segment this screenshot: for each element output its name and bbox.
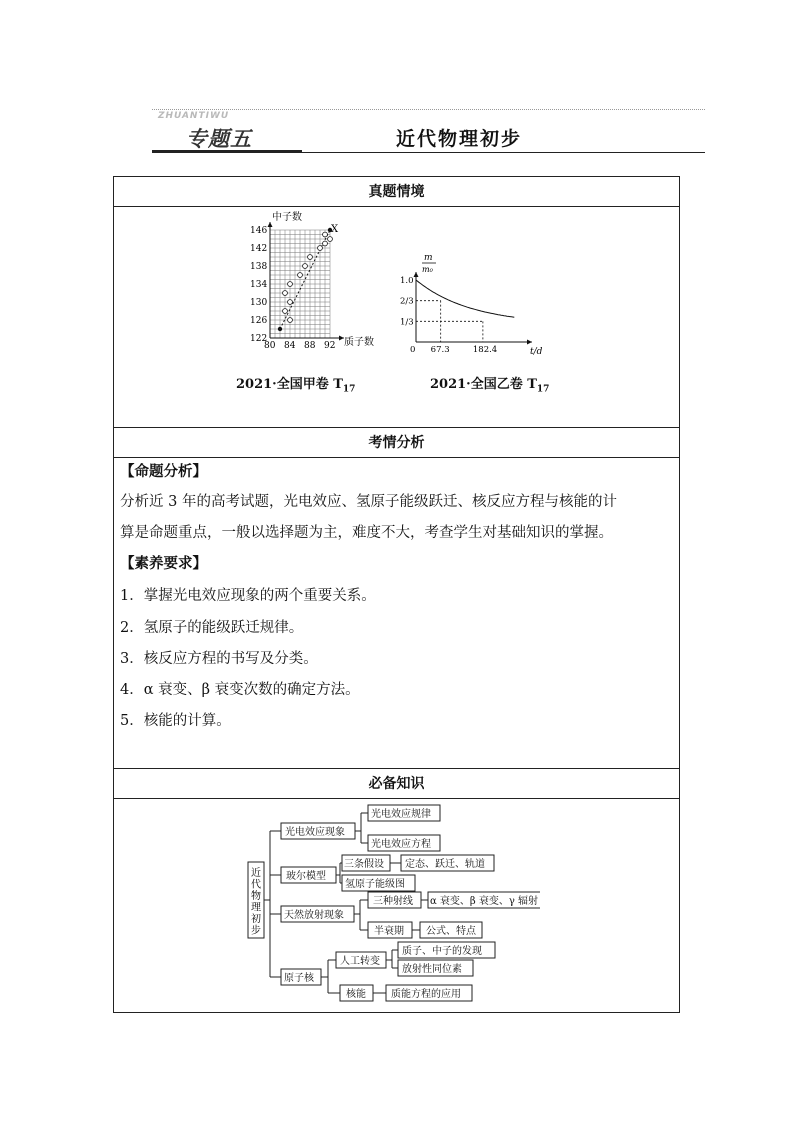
node-natural-radiation: 天然放射现象 (284, 910, 344, 921)
x-tick-label: 84 (284, 341, 296, 351)
y-tick-label: 130 (250, 298, 268, 308)
root-char: 近 (251, 868, 261, 879)
data-point (323, 241, 328, 246)
table-divider (113, 798, 680, 799)
section-title-analysis: 考情分析 (368, 435, 425, 451)
x-tick-label: 80 (264, 341, 276, 351)
requirement-item-2: 2．氢原子的能级跃迁规律。 (120, 620, 304, 636)
decay-curve (416, 280, 514, 342)
caption-right: 2021·全国乙卷 $T_{17}$ (430, 377, 550, 395)
root-char: 代 (251, 879, 261, 891)
data-point (323, 232, 328, 237)
root-char: 步 (251, 925, 261, 937)
x-tick-label: 88 (304, 341, 316, 351)
nuclide-x-label: X (331, 224, 339, 235)
data-point (328, 237, 333, 242)
topic-latin-label: ZHUANTIWU (158, 111, 230, 121)
node-energy-levels: 氢原子能级图 (345, 879, 405, 890)
analysis-paragraph-line-2: 算是命题重点，一般以选择题为主，难度不大，考查学生对基础知识的掌握。 (120, 525, 613, 541)
node-photoelectric-equation: 光电效应方程 (371, 839, 431, 850)
table-divider (113, 768, 680, 769)
root-char: 理 (251, 902, 261, 914)
y-axis-label-denominator: m₀ (422, 265, 433, 274)
x-tick-label: 182.4 (472, 345, 498, 355)
node-three-postulates: 三条假设 (344, 859, 384, 870)
node-half-life: 半衰期 (374, 926, 404, 937)
node-rays-detail: α 衰变、β 衰变、γ 辐射 (430, 896, 539, 907)
y-tick-label: 1/3 (400, 317, 414, 328)
y-tick-label: 2/3 (400, 296, 414, 307)
x-axis-arrow (527, 340, 532, 345)
requirement-item-1: 1．掌握光电效应现象的两个重要关系。 (120, 588, 376, 604)
section-title-knowledge: 必备知识 (368, 776, 425, 792)
decay-curve-chart (398, 250, 558, 362)
y-tick-label: 1.0 (400, 276, 414, 286)
y-axis-label-numerator: m (424, 253, 433, 263)
x-axis-label: t/d (530, 347, 543, 357)
analysis-paragraph-line-1: 分析近 3 年的高考试题，光电效应、氢原子能级跃迁、核反应方程与核能的计 (120, 494, 617, 510)
node-photoelectric: 光电效应现象 (285, 827, 345, 838)
decay-chain-chart (230, 210, 390, 360)
data-point (283, 291, 288, 296)
data-point (298, 273, 303, 278)
header-thick-rule (152, 150, 302, 153)
page-title: 近代物理初步 (396, 128, 523, 150)
root-char: 初 (251, 914, 261, 925)
y-tick-label: 134 (250, 280, 268, 290)
x-tick-label: 67.3 (430, 345, 450, 355)
y-tick-label: 142 (250, 244, 268, 254)
analysis-heading-1: 【命题分析】 (120, 463, 207, 480)
table-divider (113, 206, 680, 207)
y-axis-label: 中子数 (272, 212, 302, 223)
header-thin-rule (302, 152, 705, 153)
chart-axes (414, 272, 533, 345)
node-isotope: 放射性同位素 (402, 964, 462, 975)
analysis-heading-2: 【素养要求】 (120, 555, 207, 572)
knowledge-mindmap (240, 800, 540, 1005)
data-point (288, 318, 293, 323)
node-discovery: 质子、中子的发现 (402, 946, 482, 957)
data-point (288, 282, 293, 287)
table-divider (113, 427, 680, 428)
header-dotted-rule (152, 109, 705, 110)
mindmap-root-label (251, 867, 261, 937)
node-three-rays: 三种射线 (373, 896, 413, 907)
y-tick-label: 138 (250, 262, 268, 272)
data-point (288, 300, 293, 305)
node-postulates-detail: 定态、跃迁、轨道 (405, 859, 485, 870)
y-tick-label: 146 (250, 226, 268, 236)
y-tick-label: 126 (250, 316, 268, 326)
caption-left: 2021·全国甲卷 $T_{17}$ (236, 377, 356, 395)
node-photoelectric-rule: 光电效应规律 (371, 809, 431, 820)
node-bohr-model: 玻尔模型 (286, 871, 326, 882)
decay-curve-line (416, 280, 514, 317)
data-point (303, 264, 308, 269)
y-tick-label: 122 (250, 334, 268, 344)
x-tick-label: 0 (410, 345, 416, 355)
requirement-item-5: 5．核能的计算。 (120, 713, 231, 729)
node-half-life-detail: 公式、特点 (426, 926, 476, 937)
tick-labels (400, 276, 497, 355)
section-title-real-exam: 真题情境 (368, 184, 425, 200)
x-axis-label: 质子数 (344, 337, 374, 348)
x-tick-label: 92 (324, 341, 336, 351)
node-nuclear-energy: 核能 (346, 989, 366, 1000)
root-char: 物 (251, 891, 261, 902)
requirement-item-4: 4．α 衰变、β 衰变次数的确定方法。 (120, 682, 360, 698)
y-axis-arrow (414, 272, 419, 277)
data-point (318, 246, 323, 251)
node-nucleus: 原子核 (284, 973, 314, 984)
data-point (308, 255, 313, 260)
start-point (278, 327, 282, 331)
data-point (283, 309, 288, 314)
table-divider (113, 457, 680, 458)
topic-number: 专题五 (186, 127, 252, 151)
node-artificial-transmutation: 人工转变 (340, 956, 380, 967)
requirement-item-3: 3．核反应方程的书写及分类。 (120, 651, 318, 667)
node-energy-detail: 质能方程的应用 (391, 989, 461, 1000)
